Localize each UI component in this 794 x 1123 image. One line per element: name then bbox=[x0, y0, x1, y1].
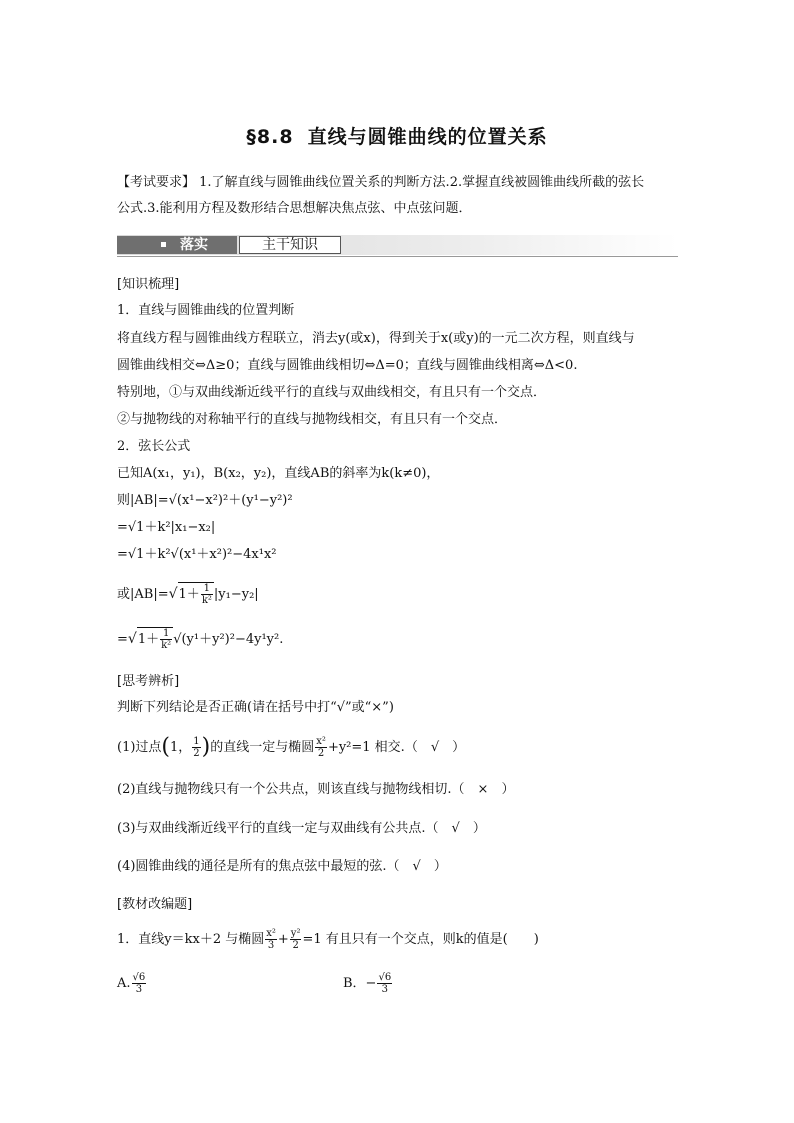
section-banner bbox=[117, 235, 678, 259]
knowledge-special-1: 特别地，①与双曲线渐近线平行的直线与双曲线相交，有且只有一个交点． bbox=[117, 385, 547, 400]
section-number: §8.8 bbox=[246, 126, 294, 148]
knowledge-item2-title: 2．弦长公式 bbox=[117, 439, 191, 454]
banner-underline bbox=[117, 256, 678, 257]
option-a-den: 3 bbox=[135, 984, 143, 995]
banner-tab: 主干知识 bbox=[239, 236, 341, 254]
tb-y2: y² bbox=[290, 928, 301, 939]
thinking-intro: 判断下列结论是否正确(请在括号中打“√”或“×”) bbox=[117, 700, 394, 715]
formula4-frac-num: 1 bbox=[201, 583, 213, 595]
formula4-frac-den: k² bbox=[201, 595, 212, 606]
option-a-value bbox=[132, 972, 147, 995]
option-b-den: 3 bbox=[381, 984, 388, 995]
requirements-line-2: 公式.3.能利用方程及数形结合思想解决焦点弦、中点弦问题． bbox=[117, 201, 472, 216]
knowledge-item1-line2: 圆锥曲线相交⇔Δ≥0；直线与圆锥曲线相切⇔Δ=0；直线与圆锥曲线相离⇔Δ<0. bbox=[117, 358, 578, 373]
q1-point-x: 1， bbox=[170, 740, 192, 755]
tb-d3: 3 bbox=[267, 940, 275, 951]
tb-q1-tail: =1 有且只有一个交点，则k的值是( ) bbox=[302, 932, 539, 947]
textbook-header: [教材改编题] bbox=[117, 897, 193, 912]
option-b-label: B．− bbox=[343, 976, 377, 991]
formula5-tail: √(y¹＋y²)²−4y¹y². bbox=[173, 632, 284, 647]
square-bullet-icon bbox=[161, 242, 166, 247]
option-b-num: √6 bbox=[378, 972, 392, 983]
q1-point-y bbox=[192, 736, 200, 759]
knowledge-item1-line1: 将直线方程与圆锥曲线方程联立，消去y(或x)，得到关于x(或y)的一元二次方程，则直线与 bbox=[117, 331, 635, 346]
q1-half-num: 1 bbox=[193, 736, 200, 747]
q1-half-den: 2 bbox=[193, 748, 200, 759]
thinking-q2: (2)直线与抛物线只有一个公共点，则该直线与抛物线相切.（ × ） bbox=[117, 782, 515, 797]
q1-prefix: (1)过点 bbox=[117, 740, 162, 755]
q1-tail: +y²=1 相交.（ √ ） bbox=[327, 740, 466, 755]
formula4-prefix: 或|AB|= bbox=[117, 587, 169, 602]
section-title: 直线与圆锥曲线的位置关系 bbox=[307, 126, 548, 148]
tb-q1-prefix: 1．直线y＝kx＋2 与椭圆 bbox=[117, 932, 265, 947]
chord-formula-1: 则|AB|=√(x¹−x²)²＋(y¹−y²)² bbox=[117, 493, 293, 508]
formula5-fraction bbox=[160, 628, 172, 651]
tb-q1-frac-x bbox=[265, 928, 277, 951]
radical-icon: √ bbox=[168, 586, 178, 602]
q1-two: 2 bbox=[317, 748, 325, 759]
textbook-q1 bbox=[117, 928, 539, 951]
formula4-one-plus: 1＋ bbox=[178, 587, 200, 602]
formula4-tail: |y₁−y₂| bbox=[213, 587, 259, 602]
formula4-radicand bbox=[178, 582, 214, 606]
requirements-text-1: 1.了解直线与圆锥曲线位置关系的判断方法.2.掌握直线被圆锥曲线所截的弦长 bbox=[199, 175, 645, 190]
banner-dark-label bbox=[117, 236, 237, 254]
option-a-num: √6 bbox=[132, 972, 146, 983]
tb-q1-frac-y bbox=[290, 928, 302, 951]
knowledge-item2-line1: 已知A(x₁，y₁)，B(x₂，y₂)，直线AB的斜率为k(k≠0)， bbox=[117, 466, 440, 481]
banner-dark-text: 落实 bbox=[180, 237, 208, 253]
q1-ellipse-frac bbox=[315, 736, 327, 759]
knowledge-special-2: ②与抛物线的对称轴平行的直线与抛物线相交，有且只有一个交点． bbox=[117, 412, 508, 427]
chord-formula-2: =√1＋k²|x₁−x₂| bbox=[117, 520, 216, 535]
thinking-q4: (4)圆锥曲线的通径是所有的焦点弦中最短的弦.（ √ ） bbox=[117, 859, 447, 874]
option-b-value bbox=[377, 972, 392, 995]
q1-middle: 的直线一定与椭圆 bbox=[210, 740, 315, 755]
knowledge-item1-title: 1．直线与圆锥曲线的位置判断 bbox=[117, 303, 295, 318]
formula4-fraction bbox=[201, 583, 213, 606]
option-a bbox=[117, 972, 147, 995]
tb-x2: x² bbox=[266, 928, 276, 939]
requirements-line-1 bbox=[117, 174, 644, 192]
thinking-q1: (1)过点(1， $\frac{1}{2}$ )的直线一定与椭圆 $\frac{\text{x²}}{2}$ +y²=1 相交.（ √ ） bbox=[117, 734, 466, 760]
thinking-header: [思考辨析] bbox=[117, 674, 180, 689]
chord-formula-3: =√1＋k²√(x¹＋x²)²−4x¹x² bbox=[117, 547, 277, 562]
formula5-one-plus: 1＋ bbox=[137, 632, 160, 647]
knowledge-header: [知识梳理] bbox=[117, 277, 180, 292]
radical-icon: √ bbox=[127, 631, 137, 647]
q1-x2: x² bbox=[316, 736, 326, 747]
thinking-q3: (3)与双曲线渐近线平行的直线一定与双曲线有公共点.（ √ ） bbox=[117, 821, 486, 836]
page-title bbox=[0, 122, 794, 149]
option-b bbox=[343, 972, 393, 995]
tb-plus: + bbox=[277, 932, 289, 947]
requirements-label: 【考试要求】 bbox=[117, 175, 196, 190]
option-a-label: A. bbox=[117, 976, 131, 991]
chord-formula-5: =√1＋ $\frac{1}{\text{k²}}$ √(y¹＋y²)²−4y¹y². bbox=[117, 628, 284, 651]
tb-d2: 2 bbox=[292, 940, 299, 951]
formula5-radicand bbox=[137, 627, 173, 651]
formula5-frac-num: 1 bbox=[160, 628, 172, 640]
chord-formula-4 bbox=[117, 582, 259, 606]
formula5-frac-den: k² bbox=[161, 640, 172, 651]
